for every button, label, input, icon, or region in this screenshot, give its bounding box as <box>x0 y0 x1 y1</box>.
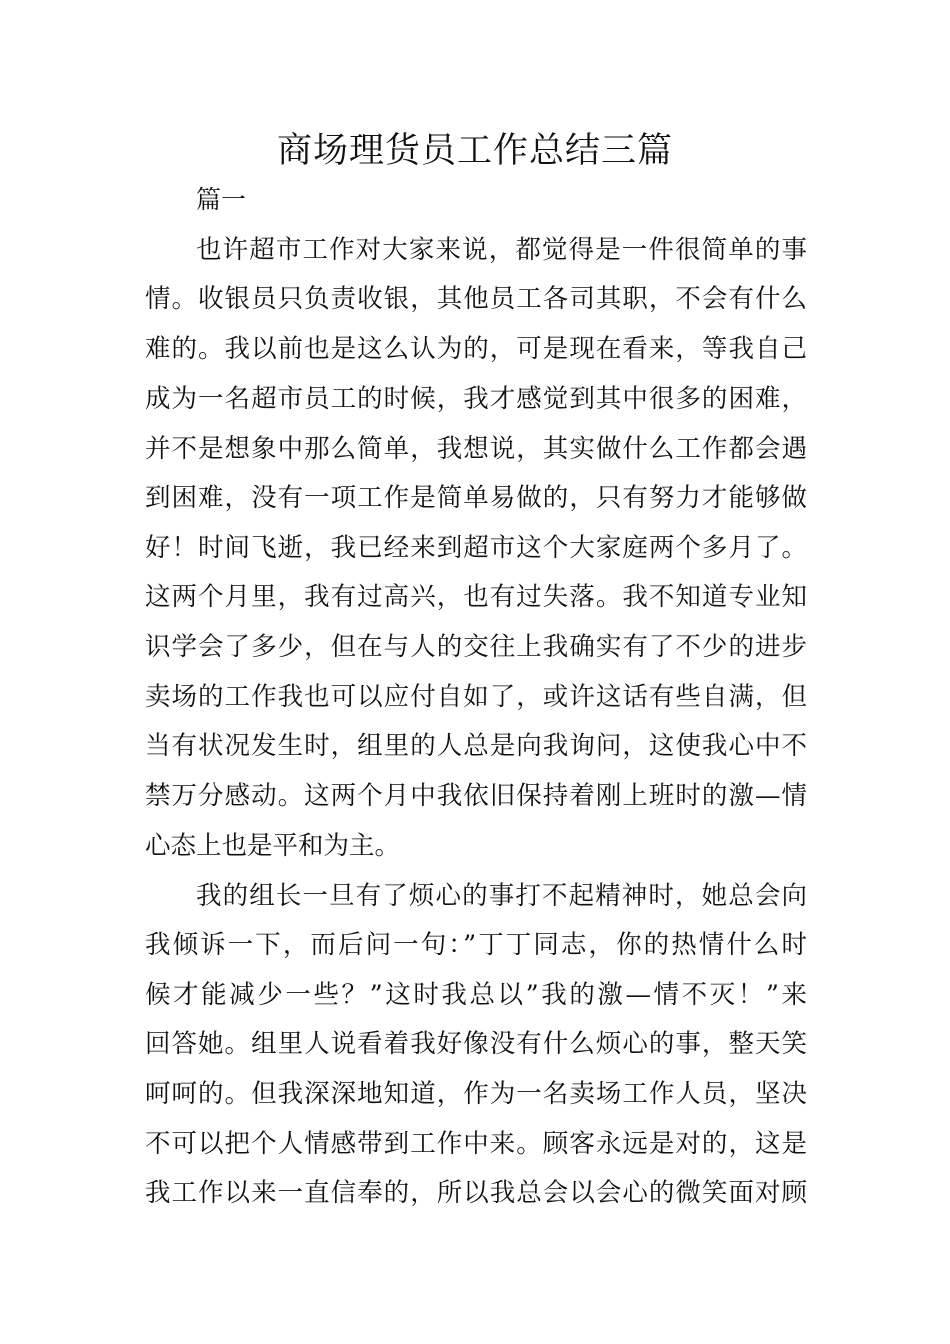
paragraph-1-line-1: 也许超市工作对大家来说，都觉得是一件很简单的事 <box>196 235 807 265</box>
paragraph-1-line-4: 成为一名超市员工的时候，我才感觉到其中很多的困难， <box>145 384 807 414</box>
paragraph-1-line-7: 好！时间飞逝，我已经来到超市这个大家庭两个多月了。 <box>145 533 807 563</box>
paragraph-2-line-6: 不可以把个人情感带到工作中来。顾客永远是对的，这是 <box>145 1129 807 1159</box>
paragraph-1-line-5: 并不是想象中那么简单，我想说，其实做什么工作都会遇 <box>145 434 807 464</box>
paragraph-2-line-2: 我倾诉一下，而后问一句：”丁丁同志，你的热情什么时 <box>145 930 807 960</box>
paragraph-2-line-7: 我工作以来一直信奉的，所以我总会以会心的微笑面对顾 <box>145 1178 807 1208</box>
paragraph-1-line-10: 卖场的工作我也可以应付自如了，或许这话有些自满，但 <box>145 682 807 712</box>
paragraph-2-line-1: 我的组长一旦有了烦心的事打不起精神时，她总会向 <box>196 881 807 911</box>
paragraph-1-line-12: 禁万分感动。这两个月中我依旧保持着刚上班时的激—情 <box>145 781 807 811</box>
paragraph-1-line-9: 识学会了多少，但在与人的交往上我确实有了不少的进步 <box>145 632 807 662</box>
paragraph-1-line-13: 心态上也是平和为主。 <box>145 831 401 861</box>
paragraph-2-line-4: 回答她。组里人说看着我好像没有什么烦心的事，整天笑 <box>145 1029 807 1059</box>
document-title: 商场理货员工作总结三篇 <box>276 131 673 171</box>
paragraph-1-line-3: 难的。我以前也是这么认为的，可是现在看来，等我自己 <box>145 334 807 364</box>
paragraph-1-line-6: 到困难，没有一项工作是简单易做的，只有努力才能够做 <box>145 483 807 513</box>
paragraph-1-line-8: 这两个月里，我有过高兴，也有过失落。我不知道专业知 <box>145 582 807 612</box>
paragraph-2-line-3: 候才能减少一些？”这时我总以”我的激—情不灭！”来 <box>145 980 807 1010</box>
section-label: 篇一 <box>196 185 247 214</box>
paragraph-1-line-2: 情。收银员只负责收银，其他员工各司其职，不会有什么 <box>145 284 807 314</box>
paragraph-2-line-5: 呵呵的。但我深深地知道，作为一名卖场工作人员，坚决 <box>145 1079 807 1109</box>
paragraph-1-line-11: 当有状况发生时，组里的人总是向我询问，这使我心中不 <box>145 731 807 761</box>
